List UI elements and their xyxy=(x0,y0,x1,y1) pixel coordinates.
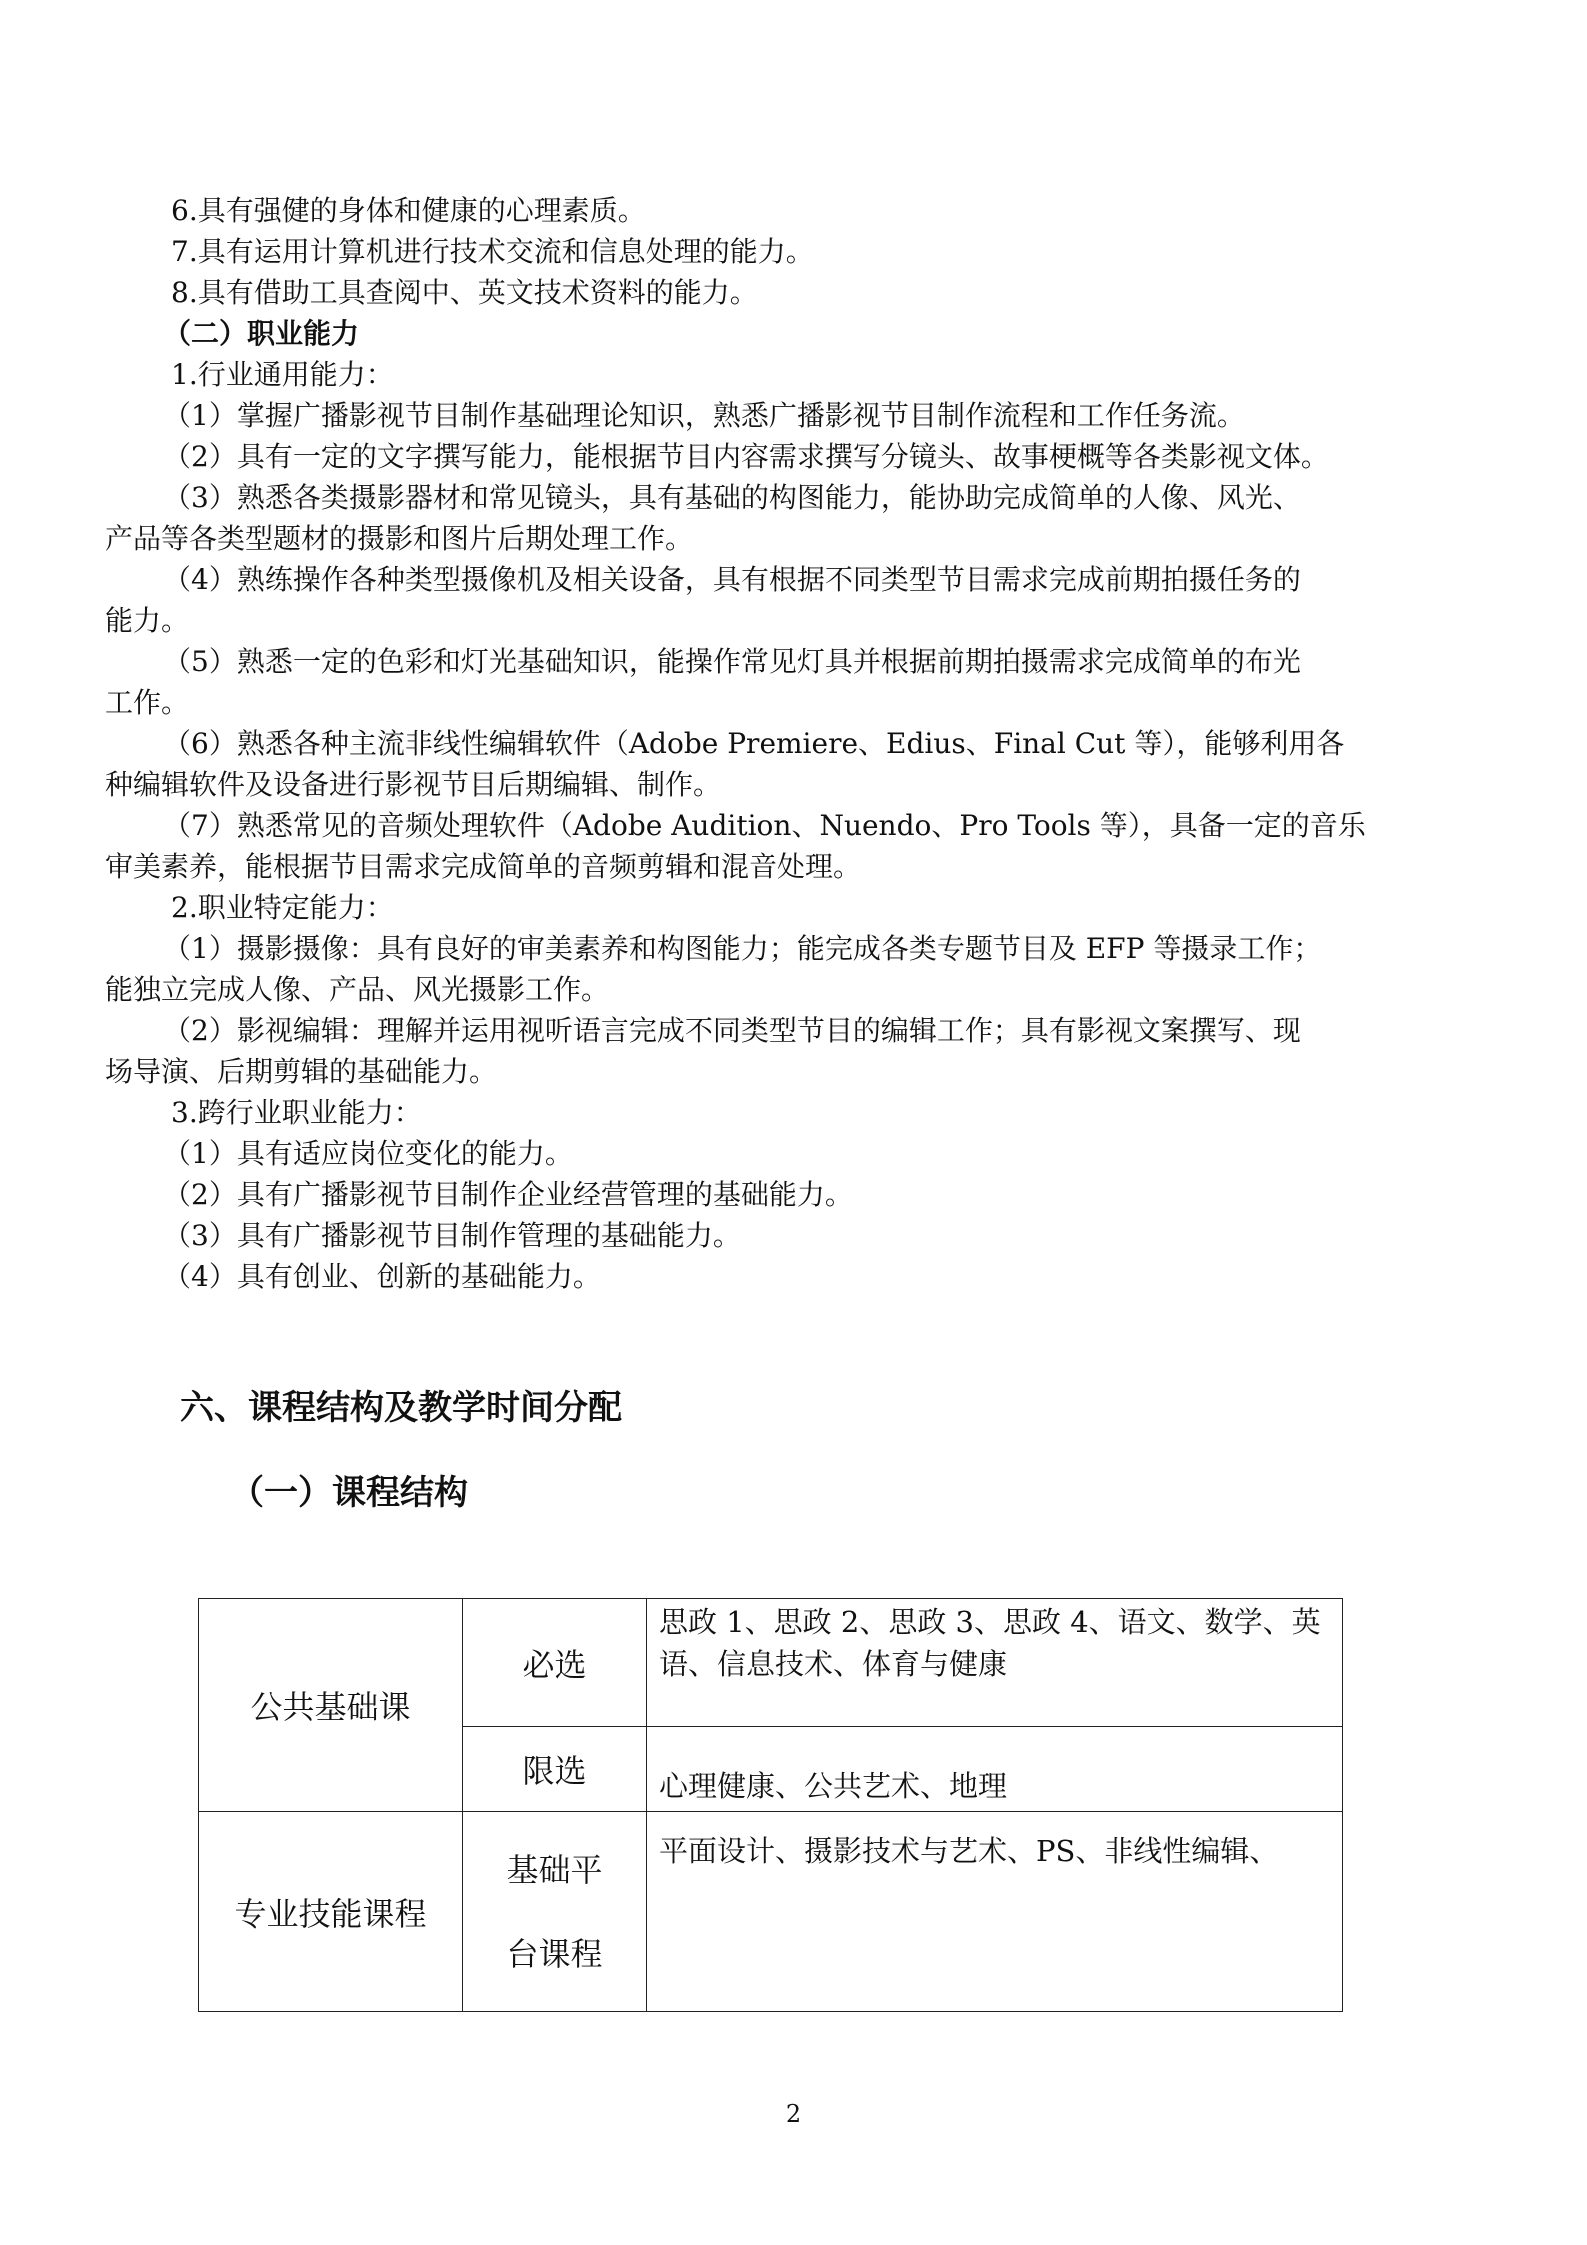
paragraph-line: （2）影视编辑：理解并运用视听语言完成不同类型节目的编辑工作；具有影视文案撰写、现 xyxy=(163,1014,1301,1047)
paragraph-line: （5）熟悉一定的色彩和灯光基础知识，能操作常见灯具并根据前期拍摄需求完成简单的布光 xyxy=(163,645,1301,678)
paragraph-line: 种编辑软件及设备进行影视节目后期编辑、制作。 xyxy=(105,768,722,801)
type-cell-platform-label: 基础平台课程 xyxy=(506,1850,603,1973)
paragraph-line: （1）掌握广播影视节目制作基础理论知识，熟悉广播影视节目制作流程和工作任务流。 xyxy=(163,399,1245,432)
paragraph-line: （4）具有创业、创新的基础能力。 xyxy=(163,1260,601,1293)
page-number: 2 xyxy=(785,2100,802,2128)
paragraph-line: （2）具有一定的文字撰写能力，能根据节目内容需求撰写分镜头、故事梗概等各类影视文体。 xyxy=(163,440,1329,473)
paragraph-line: 1.行业通用能力： xyxy=(171,358,394,391)
table-row xyxy=(199,1599,1343,1727)
course-structure-table xyxy=(198,1598,1343,2012)
category-cell-professional: 专业技能课程 xyxy=(199,1812,463,2012)
type-cell-platform xyxy=(463,1812,647,2012)
paragraph-line: （3）熟悉各类摄影器材和常见镜头，具有基础的构图能力，能协助完成简单的人像、风光、 xyxy=(163,481,1301,514)
content-cell-platform: 平面设计、摄影技术与艺术、PS、非线性编辑、 xyxy=(647,1812,1343,2012)
paragraph-line: 场导演、后期剪辑的基础能力。 xyxy=(105,1055,498,1088)
paragraph-line: 7.具有运用计算机进行技术交流和信息处理的能力。 xyxy=(171,235,814,268)
paragraph-line: 8.具有借助工具查阅中、英文技术资料的能力。 xyxy=(171,276,758,309)
category-cell-public-basic: 公共基础课 xyxy=(199,1599,463,1812)
table-row xyxy=(199,1812,1343,2012)
paragraph-line: （6）熟悉各种主流非线性编辑软件（Adobe Premiere、Edius、Final Cut 等），能够利用各 xyxy=(163,727,1345,760)
paragraph-line: 工作。 xyxy=(105,686,190,719)
paragraph-line: （3）具有广播影视节目制作管理的基础能力。 xyxy=(163,1219,741,1252)
paragraph-line: 能力。 xyxy=(105,604,190,637)
paragraph-line: （1）摄影摄像：具有良好的审美素养和构图能力；能完成各类专题节目及 EFP 等摄录工作； xyxy=(163,932,1322,965)
paragraph-line: 2.职业特定能力： xyxy=(171,891,394,924)
type-cell-limited: 限选 xyxy=(463,1727,647,1812)
subsection-title: （一）课程结构 xyxy=(230,1473,468,1513)
paragraph-line: 6.具有强健的身体和健康的心理素质。 xyxy=(171,194,646,227)
paragraph-line: （7）熟悉常见的音频处理软件（Adobe Audition、Nuendo、Pro Tools 等），具备一定的音乐 xyxy=(163,809,1366,842)
body-text xyxy=(105,190,1485,1297)
section-title: 六、课程结构及教学时间分配 xyxy=(180,1388,622,1428)
paragraph-line: 能独立完成人像、产品、风光摄影工作。 xyxy=(105,973,610,1006)
paragraph-line: 审美素养，能根据节目需求完成简单的音频剪辑和混音处理。 xyxy=(105,850,862,883)
heading-vocational-ability: （二）职业能力 xyxy=(163,317,360,350)
paragraph-line: （2）具有广播影视节目制作企业经营管理的基础能力。 xyxy=(163,1178,853,1211)
content-cell-limited: 心理健康、公共艺术、地理 xyxy=(647,1727,1343,1812)
type-cell-required: 必选 xyxy=(463,1599,647,1727)
paragraph-line: 3.跨行业职业能力： xyxy=(171,1096,422,1129)
paragraph-line: 产品等各类型题材的摄影和图片后期处理工作。 xyxy=(105,522,694,555)
content-cell-required: 思政 1、思政 2、思政 3、思政 4、语文、数学、英语、信息技术、体育与健康 xyxy=(647,1599,1343,1727)
paragraph-line: （1）具有适应岗位变化的能力。 xyxy=(163,1137,573,1170)
paragraph-line: （4）熟练操作各种类型摄像机及相关设备，具有根据不同类型节目需求完成前期拍摄任务的 xyxy=(163,563,1301,596)
